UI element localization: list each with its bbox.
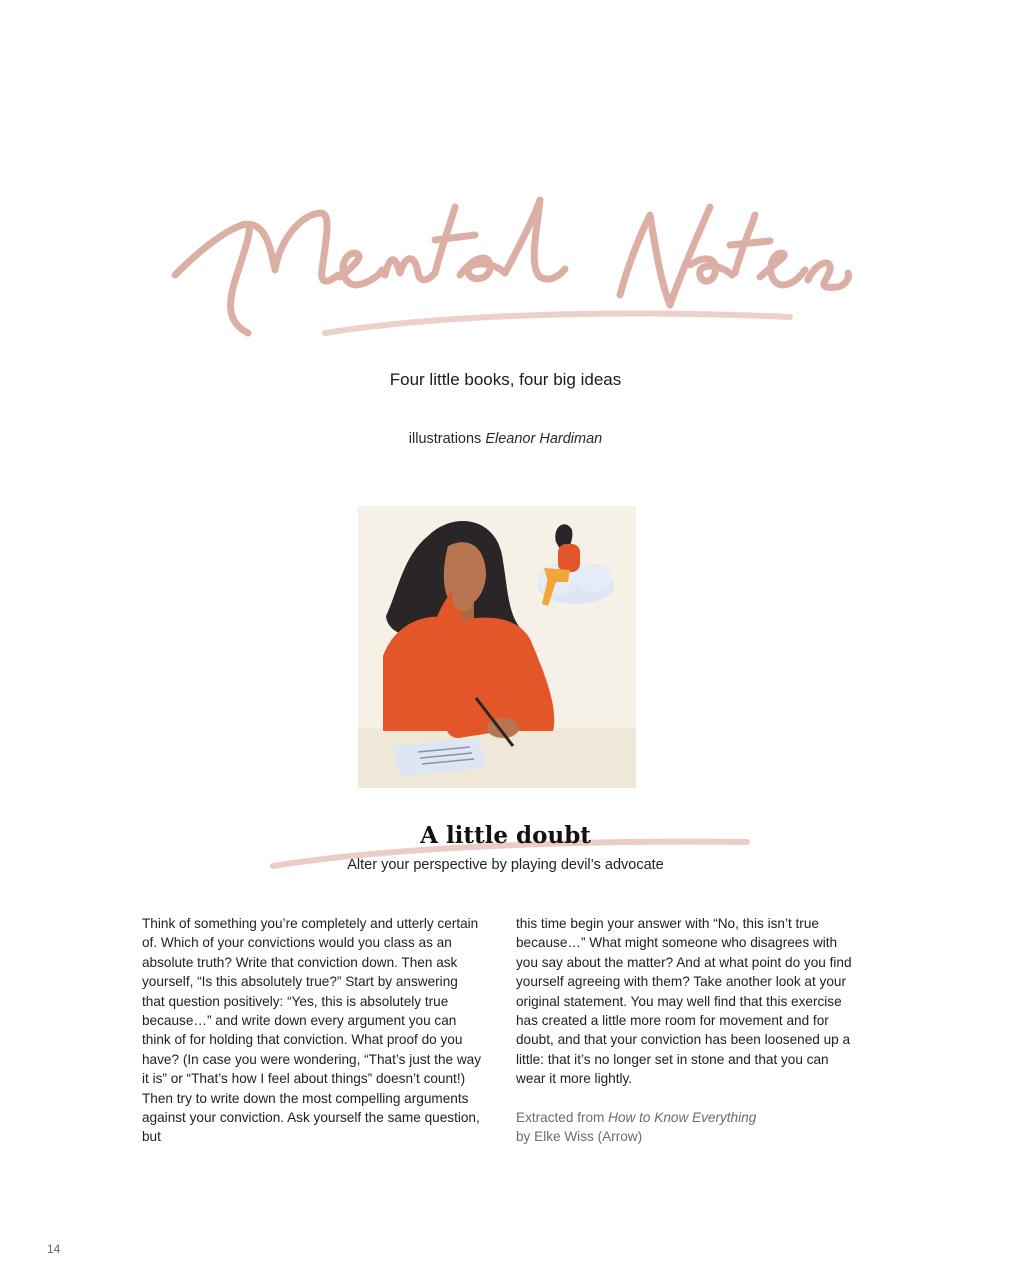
excerpt-prefix: Extracted from <box>516 1109 605 1125</box>
woman-thinking-illustration <box>358 506 636 788</box>
body-text-right: this time begin your answer with “No, this isn’t true because…” What might someone who disagrees with you say about the matter? And at what point do you find yourself agreeing with them? Take another look at your original statement. You may well find that this exercise has created a little more room for movement and for doubt, and that your conviction has been loosened up a little: that it’s no longer set in stone and that you can wear it more lightly. <box>516 916 852 1087</box>
body-text-left: Think of something you’re completely and utterly certain of. Which of your convictions would you class as an absolute truth? Write that conviction down. Then ask yourself, “Is this absolutely true?” Start by answering that question positively: “Yes, this is absolutely true because…” and write down every argument you can think of for holding that conviction. What proof do you have? (In case you were wondering, “That’s just the way it is” or “That’s how I feel about things” doesn’t count!) Then try to write down the most compelling arguments against your conviction. Ask yourself the same question, but <box>142 916 482 1145</box>
article-deck: Alter your perspective by playing devil’s advocate <box>347 857 664 873</box>
excerpt-credit <box>516 1108 856 1147</box>
masthead-title <box>150 185 860 360</box>
illustrator-name: Eleanor Hardiman <box>485 431 603 447</box>
body-column-left <box>142 914 482 1147</box>
excerpt-author: by Elke Wiss (Arrow) <box>516 1129 643 1145</box>
illustration-credit <box>0 431 1011 447</box>
body-column-right <box>516 914 856 1146</box>
magazine-subtitle: Four little books, four big ideas <box>389 370 622 389</box>
excerpt-book-title: How to Know Everything <box>608 1109 757 1125</box>
credit-prefix: illustrations <box>408 431 482 447</box>
page-number: 14 <box>47 1242 61 1256</box>
article-title: A little doubt <box>420 822 591 849</box>
